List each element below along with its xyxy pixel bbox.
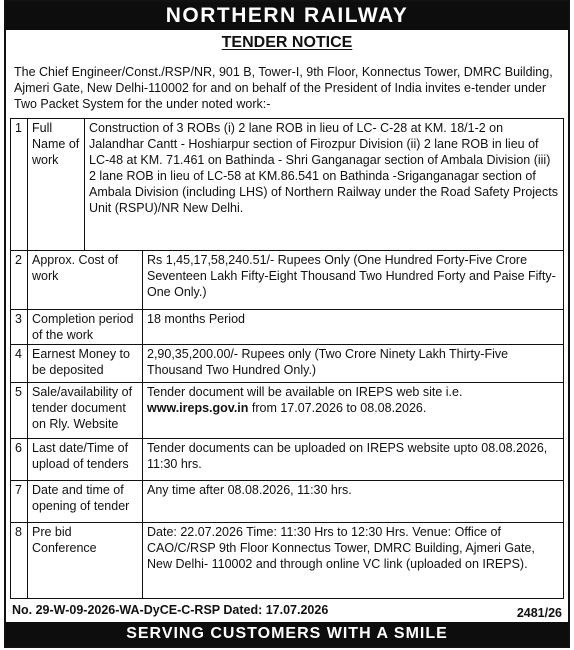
table-row — [11, 310, 564, 345]
slogan-banner: SERVING CUSTOMERS WITH A SMILE — [6, 622, 568, 646]
row-label: Date and time of opening of tender — [28, 481, 143, 523]
value-text: from 17.07.2026 to 08.08.2026. — [248, 401, 427, 415]
tender-notice — [4, 0, 570, 648]
row-number: 6 — [11, 439, 28, 481]
table-row — [11, 345, 564, 383]
row-value: Rs 1,45,17,58,240.51/- Rupees Only (One Hundred Forty-Five Crore Seventeen Lakh Fifty-Eight Thousand Two Hundred Forty and Paise Fifty- One Only.) — [143, 251, 564, 310]
row-number: 5 — [11, 383, 28, 439]
row-label: Sale/availability of tender document on Rly. Website — [28, 383, 143, 439]
row-label: Full Name of work — [28, 119, 85, 251]
notice-subtitle — [6, 34, 568, 52]
row-label: Pre bid Conference — [28, 523, 143, 599]
table-row — [11, 119, 564, 251]
row-label: Earnest Money to be deposited — [28, 345, 143, 383]
row-label: Approx. Cost of work — [28, 251, 143, 310]
table-row — [11, 251, 564, 310]
intro-paragraph: The Chief Engineer/Const./RSP/NR, 901 B, Tower-I, 9th Floor, Konnectus Tower, DMRC Building, Ajmeri Gate, New Delhi-110002 for and on behalf of the President of India invites e-tender under Two Packet System for the under noted work:- — [14, 65, 553, 111]
table-row — [11, 439, 564, 481]
row-value: 2,90,35,200.00/- Rupees only (Two Crore Ninety Lakh Thirty-Five Thousand Two Hundred Only.) — [143, 345, 564, 383]
row-number: 2 — [11, 251, 28, 310]
row-number: 1 — [11, 119, 28, 251]
row-number: 8 — [11, 523, 28, 599]
page-title: NORTHERN RAILWAY — [6, 2, 568, 30]
table-row — [11, 523, 564, 599]
row-number: 4 — [11, 345, 28, 383]
row-value: Any time after 08.08.2026, 11:30 hrs. — [143, 481, 564, 523]
tender-details-table — [10, 118, 564, 599]
row-value: 18 months Period — [143, 310, 564, 345]
row-label: Last date/Time of upload of tenders — [28, 439, 143, 481]
row-number: 3 — [11, 310, 28, 345]
value-text: Tender document will be available on IREPS web site i.e. — [147, 385, 463, 399]
row-value — [143, 383, 564, 439]
ireps-website-link[interactable]: www.ireps.gov.in — [147, 401, 249, 415]
notice-subtitle-text: TENDER NOTICE — [221, 34, 353, 51]
row-label: Completion period of the work — [28, 310, 143, 345]
table-row — [11, 481, 564, 523]
notice-reference: 2481/26 — [516, 606, 562, 620]
notice-number: No. 29-W-09-2026-WA-DyCE-C-RSP Dated: 17.07.2026 — [12, 603, 329, 617]
row-value: Tender documents can be uploaded on IREPS website upto 08.08.2026, 11:30 hrs. — [143, 439, 564, 481]
row-number: 7 — [11, 481, 28, 523]
table-row — [11, 383, 564, 439]
row-value: Date: 22.07.2026 Time: 11:30 Hrs to 12:30 Hrs. Venue: Office of CAO/C/RSP 9th Floor Konnectus Tower, DMRC Building, Ajmeri Gate, New Delhi- 110002 and through online VC link (uploaded on IREPS). — [143, 523, 564, 599]
row-value: Construction of 3 ROBs (i) 2 lane ROB in lieu of LC- C-28 at KM. 18/1-2 on Jalandhar Cantt - Hoshiarpur section of Firozpur Division (ii) 2 lane ROB in lieu of LC-48 at KM. 71.461 on Bathinda - Shri Ganganagar section of Ambala Division (iii) 2 lane ROB in lieu of LC-58 at KM.86.541 on Bathinda -Sriganganagar section of Ambala Division (including LHS) of Northern Railway under the Road Safety Projects Unit (RSPU)/NR New Delhi. — [85, 119, 564, 251]
